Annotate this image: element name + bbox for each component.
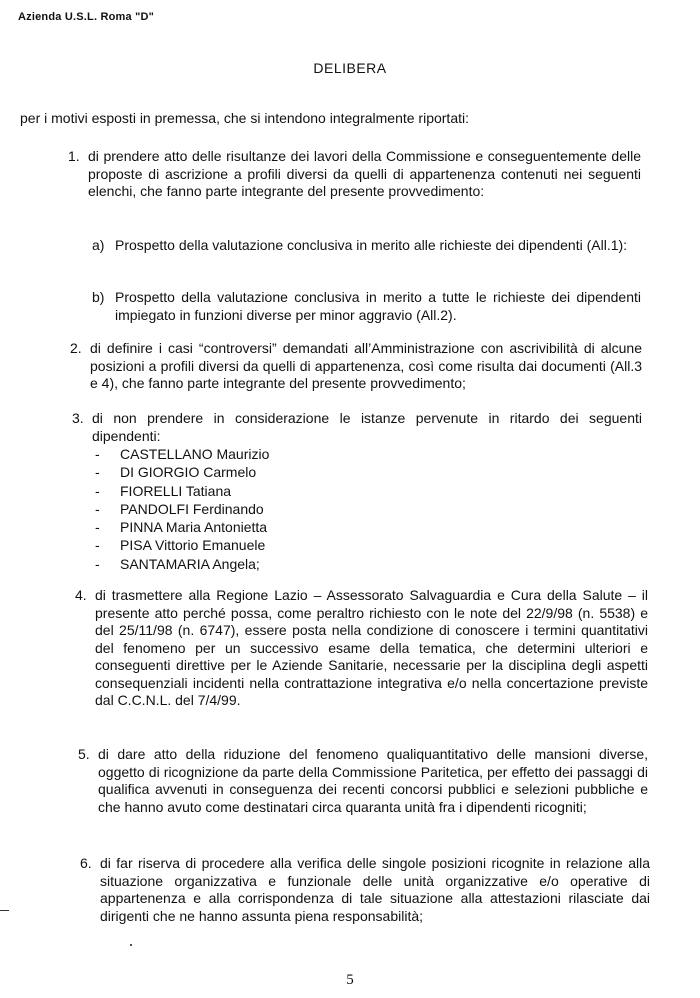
list-item	[95, 463, 269, 481]
intro-paragraph: per i motivi esposti in premessa, che si intendono integralmente riportati:	[20, 110, 469, 126]
sub-item-text: Prospetto della valutazione conclusiva in merito a tutte le richieste dei dipendenti impiegato in funzioni diverse per minor aggravio (All.2).	[115, 289, 641, 323]
employee-name: PANDOLFI Ferdinando	[120, 500, 264, 517]
item-text: di trasmettere alla Regione Lazio – Assessorato Salvaguardia e Cura della Salute – il presente atto perché possa, come peraltro richiesto con le note del 22/9/98 (n. 5538) e del 25/11/98 (n. 6747), essere posta nella condizione di conoscere i termini quantitativi del fenomeno per un successivo esame della tematica, che determini ulteriori e conseguenti direttive per le Aziende Sanitarie, necessarie per la disciplina degli aspetti consequenziali incidenti nella contrattazione integrativa e/o nella concertazione previste dal C.C.N.L. del 7/4/99.	[95, 587, 648, 708]
item-text: di dare atto della riduzione del fenomeno qualiquantitativo delle mansioni diverse, oggetto di ricognizione da parte della Commissione Paritetica, per effetto dei passaggi di qualifica avvenuti in conseguenza dei recenti concorsi pubblici e selezioni pubbliche e che hanno avuto come destinatari circa quaranta unità fra i dipendenti ricogniti;	[98, 746, 648, 815]
list-dash: -	[95, 482, 100, 499]
list-dash: -	[95, 555, 100, 572]
list-item	[95, 555, 269, 573]
employee-name: PISA Vittorio Emanuele	[120, 537, 266, 554]
scan-mark	[0, 910, 9, 911]
employee-name: DI GIORGIO Carmelo	[120, 464, 257, 481]
item-text: di definire i casi “controversi” demandati all’Amministrazione con ascrivibilità di alcune posizioni a profili diversi da quelli di appartenenza, così come risulta dai documenti (All.3 e 4), che fanno parte integrante del presente provvedimento;	[90, 340, 642, 391]
scan-speck	[130, 944, 132, 946]
sub-item-label: a)	[92, 237, 105, 253]
list-item	[95, 518, 269, 536]
list-dash: -	[95, 500, 100, 517]
item-number: 6.	[80, 855, 92, 871]
list-dash: -	[95, 464, 100, 481]
item-number: 4.	[75, 587, 87, 603]
late-applicants-list	[95, 445, 269, 573]
item-text: di prendere atto delle risultanze dei lavori della Commissione e conseguentemente delle proposte di ascrizione a profili diversi da quelli di appartenenza contenuti nei seguenti elenchi, che fanno parte integrante del presente provvedimento:	[88, 148, 641, 199]
employee-name: SANTAMARIA Angela;	[120, 555, 260, 572]
employee-name: FIORELLI Tatiana	[120, 482, 232, 499]
item-number: 3.	[72, 410, 84, 426]
item-number: 2.	[70, 340, 82, 356]
header-organization: Azienda U.S.L. Roma "D"	[18, 11, 155, 23]
item-text: di far riserva di procedere alla verifica delle singole posizioni ricognite in relazione alla situazione organizzativa e funzionale delle unità organizzative e/o operative di appartenenza e alla corrispondenza di tale situazione alla attestazioni rilasciate dai dirigenti che ne hanno assunta piena responsabilità;	[100, 855, 650, 924]
sub-item-label: b)	[92, 289, 105, 305]
list-dash: -	[95, 519, 100, 536]
list-item	[95, 536, 269, 554]
page-number: 5	[346, 972, 354, 988]
list-item	[95, 482, 269, 500]
list-dash: -	[95, 446, 100, 462]
list-dash: -	[95, 537, 100, 554]
list-item	[95, 445, 269, 463]
list-item	[95, 500, 269, 518]
item-number: 5.	[78, 746, 90, 762]
item-text: di non prendere in considerazione le istanze pervenute in ritardo dei seguenti dipendenti:	[92, 410, 642, 444]
item-number: 1.	[68, 148, 80, 164]
sub-item-text: Prospetto della valutazione conclusiva in merito alle richieste dei dipendenti (All.1):	[115, 237, 628, 253]
employee-name: CASTELLANO Maurizio	[120, 446, 270, 462]
employee-name: PINNA Maria Antonietta	[120, 519, 268, 536]
document-title: DELIBERA	[313, 60, 387, 76]
